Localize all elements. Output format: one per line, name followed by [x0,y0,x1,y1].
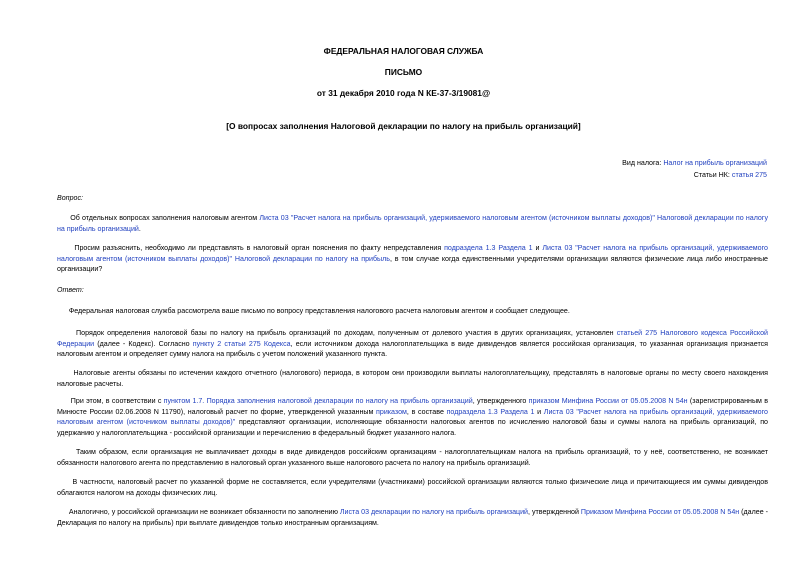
p2-text-c: , в том случае когда единственными учредителями организации являются физические лица либо иностранные организации? [57,254,768,274]
p1-text-b: . [138,224,141,233]
paragraph-5 [57,368,768,389]
p9-link-order54n[interactable]: Приказом Минфина России от 05.05.2008 N 54н [580,508,740,516]
p6-text-d: , в составе [406,407,447,416]
nk-article-link[interactable]: статья 275 [731,171,767,179]
paragraph-8 [57,477,768,498]
p8-text: В частности, налоговый расчет по указанной форме не составляется, если учредителями (участниками) российской организации являются только физические лица и причитающиеся им суммы дивидендов облагаются налогом на доходы физических лиц. [57,478,769,497]
doc-date-number: от 31 декабря 2010 года N КЕ-37-3/19081@ [316,88,491,98]
p6-text-c: (зарегистрированным в Минюсте России 02.06.2008 N 11790), налоговый расчет по форме, утвержденной указанным [57,397,768,416]
paragraph-7 [57,447,768,468]
paragraph-1 [57,213,768,234]
p6-text-a: При этом, в соответствии с [70,397,164,405]
p4-text-b: (далее - Кодекс). Согласно [94,339,193,348]
p9-text-b: , утвержденной [528,508,581,516]
p7-text: Таким образом, если организация не выплачивает доходы в виде дивидендов российским организациям - налогоплательщикам налога на прибыль организаций, то у неё, соответственно, не возникает обязанности налогового агента по представлению в налоговый орган указанного выше налогового расчета по налогу на прибыль организаций. [57,448,768,467]
p1-text-a: Об отдельных вопросах заполнения налоговым агентом [70,214,260,222]
p1-link-sheet03[interactable]: Листа 03 "Расчет налога на прибыль организаций, удерживаемого налоговым агентом (источником выплаты доходов)" Налоговой декларации по налогу на прибыль организаций [57,214,769,233]
p6-text-e: и [534,407,544,416]
p6-link-order54n[interactable]: приказом Минфина России от 05.05.2008 N 54н [528,397,688,405]
p9-text-a: Аналогично, у российской организации не возникает обязанности по заполнению [68,508,340,516]
p2-link-sheet03[interactable]: Листа 03 "Расчет налога на прибыль организаций, удерживаемого налоговым агентом (источником выплаты доходов)" Налоговой декларации по налогу на прибыль [57,244,768,263]
p6-link-clause17[interactable]: пунктом 1.7. Порядка заполнения налоговой декларации по налогу на прибыль организаций [163,397,473,405]
tax-type-label: Вид налога: [622,159,664,167]
p6-link-subsection[interactable]: подраздела 1.3 Раздела 1 [446,407,535,416]
paragraph-4 [57,328,768,360]
nk-articles-label: Статьи НК: [693,171,732,179]
question-label: Вопрос: [57,194,83,202]
paragraph-9 [57,507,768,528]
paragraph-6 [57,396,768,438]
p4-link-clause2[interactable]: пункту 2 статьи 275 Кодекса [192,339,291,348]
p2-text-a: Просим разъяснить, необходимо ли представлять в налоговый орган пояснения по факту непредставления [74,244,445,252]
p2-text-b: и [532,244,543,252]
p4-text-a: Порядок определения налоговой базы по налогу на прибыль организаций по доходам, полученным от долевого участия в других организациях, установлен [76,329,617,337]
p2-link-subsection[interactable]: подраздела 1.3 Раздела 1 [444,244,533,252]
p6-link-order[interactable]: приказом [376,407,407,416]
p4-link-article275[interactable]: статьей 275 Налогового кодекса Российской Федерации [57,329,768,348]
doc-type: ПИСЬМО [384,67,423,77]
p6-text-b: , утвержденного [472,397,529,405]
p6-text-f: представляют организации, исполняющие обязанности налоговых агентов по исчислению налоговой базы и суммы налога на прибыль организаций, по удержанию у налогоплательщика - российской организации и перечислению в федеральный бюджет указанного налога. [57,418,768,437]
doc-subject: [О вопросах заполнения Налоговой декларации по налогу на прибыль организаций] [226,121,581,131]
p9-link-sheet03[interactable]: Листа 03 декларации по налогу на прибыль организаций [339,508,529,516]
p3-text: Федеральная налоговая служба рассмотрела ваше письмо по вопросу представления налогового расчета налоговым агентом и сообщает следующее. [68,307,570,315]
tax-type-link[interactable]: Налог на прибыль организаций [663,159,767,167]
p5-text: Налоговые агенты обязаны по истечении каждого отчетного (налогового) периода, в котором они производили выплаты налогоплательщику, представлять в налоговые органы по месту своего нахождения налоговые расчеты. [57,369,768,388]
tax-type-line [622,158,767,169]
paragraph-2 [57,243,768,275]
p4-text-c: , если источником дохода налогоплательщика в виде дивидендов является российская организация, то указанная организация признается налоговым агентом и определяет сумму налога на прибыль с учетом положений указанного пункта. [57,339,768,359]
nk-articles-line [694,170,767,181]
p6-link-sheet03[interactable]: Листа 03 "Расчет налога на прибыль организаций, удерживаемого налоговым агентом (источником выплаты доходов)" [57,407,768,427]
agency-title: ФЕДЕРАЛЬНАЯ НАЛОГОВАЯ СЛУЖБА [323,46,484,56]
p9-text-c: (далее - Декларация по налогу на прибыль) при выплате дивидендов только иностранным организациям. [57,508,768,527]
paragraph-3 [57,306,768,317]
answer-label: Ответ: [57,286,84,294]
